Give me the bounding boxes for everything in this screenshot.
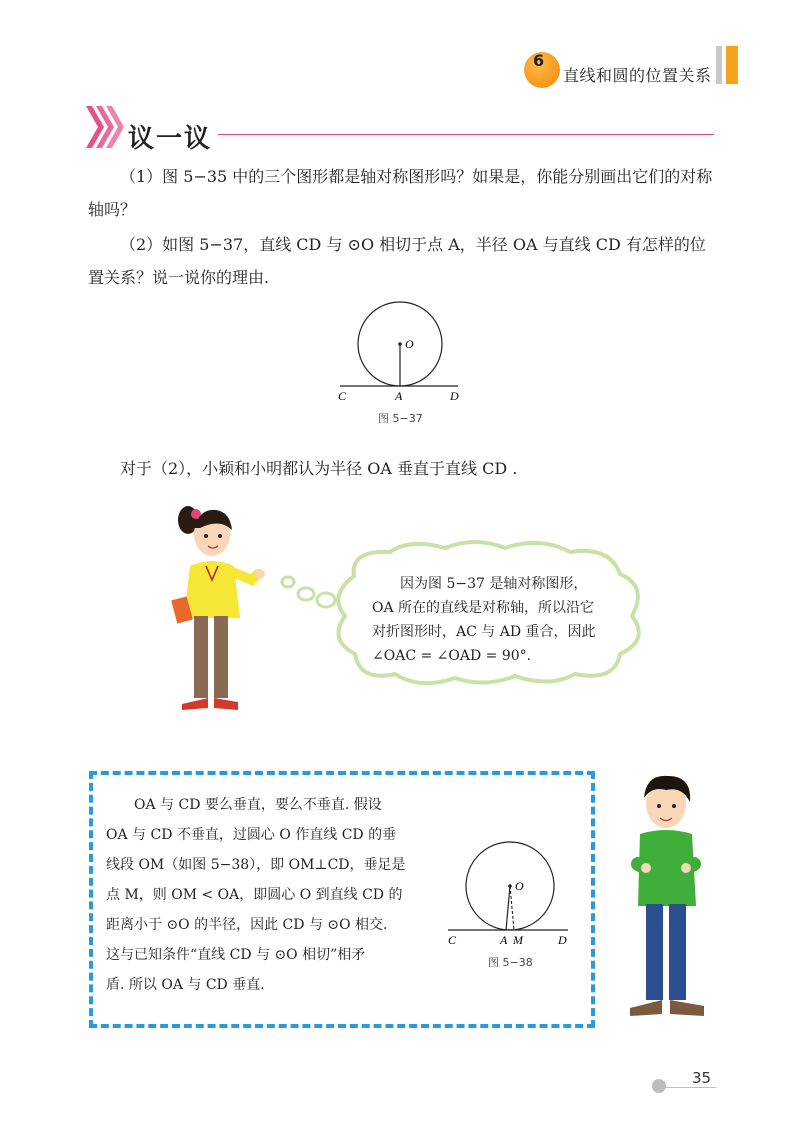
bubble-line-1: 因为图 5−37 是轴对称图形， — [400, 576, 588, 592]
proof-line-7: 盾. 所以 OA 与 CD 垂直. — [106, 977, 265, 993]
figure-5-38 — [440, 838, 580, 948]
proof-text — [106, 790, 438, 1000]
proof-line-1: OA 与 CD 要么垂直，要么不垂直. 假设 — [134, 797, 382, 813]
girl-illustration — [160, 498, 270, 718]
proof-line-4: 点 M，则 OM < OA，即圆心 O 到直线 CD 的 — [106, 887, 403, 903]
bubble-text — [372, 572, 632, 668]
proof-line-2: OA 与 CD 不垂直，过圆心 O 作直线 CD 的垂 — [106, 827, 397, 843]
fig38-label-c: C — [448, 933, 457, 947]
page-dot — [652, 1079, 666, 1093]
fig37-label-o: O — [405, 337, 414, 351]
fig37-label-c: C — [338, 389, 347, 403]
bubble-line-2: OA 所在的直线是对称轴，所以沿它 — [372, 600, 595, 616]
chapter-number: 6 — [533, 51, 545, 70]
header-bar-orange — [726, 46, 738, 84]
question-1: （1）图 5−35 中的三个图形都是轴对称图形吗？如果是，你能分别画出它们的对称轴吗？ — [88, 167, 713, 219]
section-chevron-icon — [86, 104, 126, 150]
fig37-caption: 图 5−37 — [378, 412, 423, 425]
header-bar-gray — [716, 46, 722, 84]
section-divider — [218, 134, 714, 135]
statement: 对于（2），小颖和小明都认为半径 OA 垂直于直线 CD . — [120, 459, 518, 478]
boy-illustration — [616, 768, 716, 1024]
section-title: 议一议 — [128, 124, 213, 154]
fig38-label-o: O — [515, 879, 524, 893]
fig37-label-d: D — [450, 389, 459, 403]
fig38-caption: 图 5−38 — [488, 956, 533, 969]
fig38-label-d: D — [558, 933, 567, 947]
fig38-label-a: A — [500, 933, 508, 947]
proof-line-5: 距离小于 ⊙O 的半径，因此 CD 与 ⊙O 相交. — [106, 917, 388, 933]
bubble-line-4: ∠OAC = ∠OAD = 90°. — [372, 648, 532, 664]
proof-line-3: 线段 OM（如图 5−38），即 OM⊥CD，垂足是 — [106, 857, 406, 873]
proof-line-6: 这与已知条件“直线 CD 与 ⊙O 相切”相矛 — [106, 947, 366, 963]
bubble-line-3: 对折图形时，AC 与 AD 重合，因此 — [372, 624, 596, 640]
fig38-label-m: M — [513, 933, 523, 947]
chapter-title: 直线和圆的位置关系 — [563, 66, 712, 85]
footer-line — [664, 1087, 716, 1088]
page-number: 35 — [692, 1069, 712, 1087]
figure-5-37 — [330, 296, 470, 408]
question-2: （2）如图 5−37，直线 CD 与 ⊙O 相切于点 A，半径 OA 与直线 CD 有怎样的位置关系？说一说你的理由. — [88, 235, 706, 287]
fig37-label-a: A — [395, 389, 403, 403]
